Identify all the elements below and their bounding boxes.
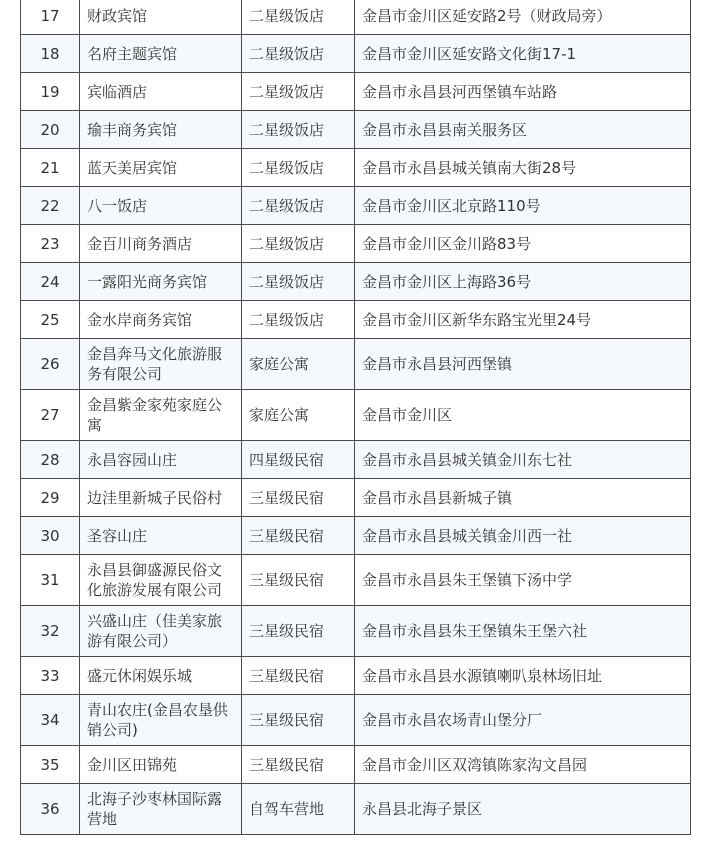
row-number: 18 [21,35,80,73]
hotel-address: 金昌市永昌县新城子镇 [355,479,691,517]
hotel-address: 金昌市金川区双湾镇陈家沟文昌园 [355,746,691,784]
hotel-name: 宾临酒店 [80,73,242,111]
hotel-address: 金昌市永昌县河西堡镇车站路 [355,73,691,111]
row-number: 22 [21,187,80,225]
hotel-type: 二星级饭店 [242,187,355,225]
hotel-address: 金昌市金川区延安路2号（财政局旁） [355,0,691,35]
hotel-type: 二星级饭店 [242,301,355,339]
table-row [21,441,691,479]
row-number: 35 [21,746,80,784]
table-row [21,555,691,606]
hotel-name: 金昌奔马文化旅游服务有限公司 [80,339,242,390]
row-number: 23 [21,225,80,263]
hotel-name: 圣容山庄 [80,517,242,555]
hotel-name: 一露阳光商务宾馆 [80,263,242,301]
hotel-address: 金昌市金川区上海路36号 [355,263,691,301]
table-row [21,479,691,517]
row-number: 24 [21,263,80,301]
table-row [21,225,691,263]
table-row [21,263,691,301]
hotel-address: 金昌市金川区延安路文化街17-1 [355,35,691,73]
hotel-type: 二星级饭店 [242,0,355,35]
hotel-table [20,0,691,835]
row-number: 32 [21,606,80,657]
hotel-name: 金百川商务酒店 [80,225,242,263]
hotel-address: 金昌市永昌县水源镇喇叭泉林场旧址 [355,657,691,695]
hotel-name: 财政宾馆 [80,0,242,35]
hotel-type: 三星级民宿 [242,695,355,746]
hotel-name: 北海子沙枣林国际露营地 [80,784,242,835]
hotel-address: 永昌县北海子景区 [355,784,691,835]
hotel-type: 四星级民宿 [242,441,355,479]
hotel-address: 金昌市永昌农场青山堡分厂 [355,695,691,746]
hotel-address: 金昌市永昌县朱王堡镇朱王堡六社 [355,606,691,657]
hotel-type: 三星级民宿 [242,555,355,606]
hotel-type: 三星级民宿 [242,657,355,695]
hotel-type: 二星级饭店 [242,73,355,111]
hotel-type: 三星级民宿 [242,606,355,657]
hotel-address: 金昌市金川区新华东路宝光里24号 [355,301,691,339]
row-number: 33 [21,657,80,695]
hotel-name: 永昌县御盛源民俗文化旅游发展有限公司 [80,555,242,606]
hotel-name: 青山农庄(金昌农垦供销公司) [80,695,242,746]
row-number: 27 [21,390,80,441]
hotel-type: 三星级民宿 [242,517,355,555]
hotel-name: 盛元休闲娱乐城 [80,657,242,695]
hotel-type: 二星级饭店 [242,263,355,301]
row-number: 20 [21,111,80,149]
table-row [21,339,691,390]
hotel-address: 金昌市永昌县朱王堡镇下汤中学 [355,555,691,606]
table-row [21,111,691,149]
table-row [21,390,691,441]
hotel-name: 兴盛山庄（佳美家旅游有限公司） [80,606,242,657]
hotel-address: 金昌市金川区北京路110号 [355,187,691,225]
table-row [21,657,691,695]
hotel-type: 二星级饭店 [242,111,355,149]
hotel-name: 名府主题宾馆 [80,35,242,73]
hotel-address: 金昌市金川区金川路83号 [355,225,691,263]
hotel-type: 二星级饭店 [242,35,355,73]
table-row [21,784,691,835]
hotel-address: 金昌市永昌县城关镇金川西一社 [355,517,691,555]
row-number: 34 [21,695,80,746]
hotel-address: 金昌市永昌县城关镇南大街28号 [355,149,691,187]
row-number: 21 [21,149,80,187]
hotel-type: 三星级民宿 [242,479,355,517]
table-row [21,149,691,187]
table-row [21,695,691,746]
hotel-name: 边洼里新城子民俗村 [80,479,242,517]
row-number: 19 [21,73,80,111]
table-row [21,35,691,73]
row-number: 17 [21,0,80,35]
hotel-name: 金水岸商务宾馆 [80,301,242,339]
hotel-address: 金昌市金川区 [355,390,691,441]
row-number: 29 [21,479,80,517]
hotel-type: 自驾车营地 [242,784,355,835]
hotel-type: 家庭公寓 [242,390,355,441]
hotel-type: 三星级民宿 [242,746,355,784]
hotel-address: 金昌市永昌县河西堡镇 [355,339,691,390]
row-number: 36 [21,784,80,835]
hotel-name: 金昌紫金家苑家庭公寓 [80,390,242,441]
table-row [21,187,691,225]
hotel-name: 蓝天美居宾馆 [80,149,242,187]
row-number: 26 [21,339,80,390]
hotel-address: 金昌市永昌县南关服务区 [355,111,691,149]
hotel-type: 家庭公寓 [242,339,355,390]
row-number: 25 [21,301,80,339]
table-row [21,517,691,555]
table-row [21,0,691,35]
table-row [21,301,691,339]
table-row [21,746,691,784]
hotel-name: 瑜丰商务宾馆 [80,111,242,149]
row-number: 30 [21,517,80,555]
hotel-name: 金川区田锦苑 [80,746,242,784]
hotel-type: 二星级饭店 [242,149,355,187]
hotel-name: 永昌容园山庄 [80,441,242,479]
row-number: 31 [21,555,80,606]
hotel-type: 二星级饭店 [242,225,355,263]
table-row [21,73,691,111]
hotel-address: 金昌市永昌县城关镇金川东七社 [355,441,691,479]
table-row [21,606,691,657]
hotel-name: 八一饭店 [80,187,242,225]
row-number: 28 [21,441,80,479]
